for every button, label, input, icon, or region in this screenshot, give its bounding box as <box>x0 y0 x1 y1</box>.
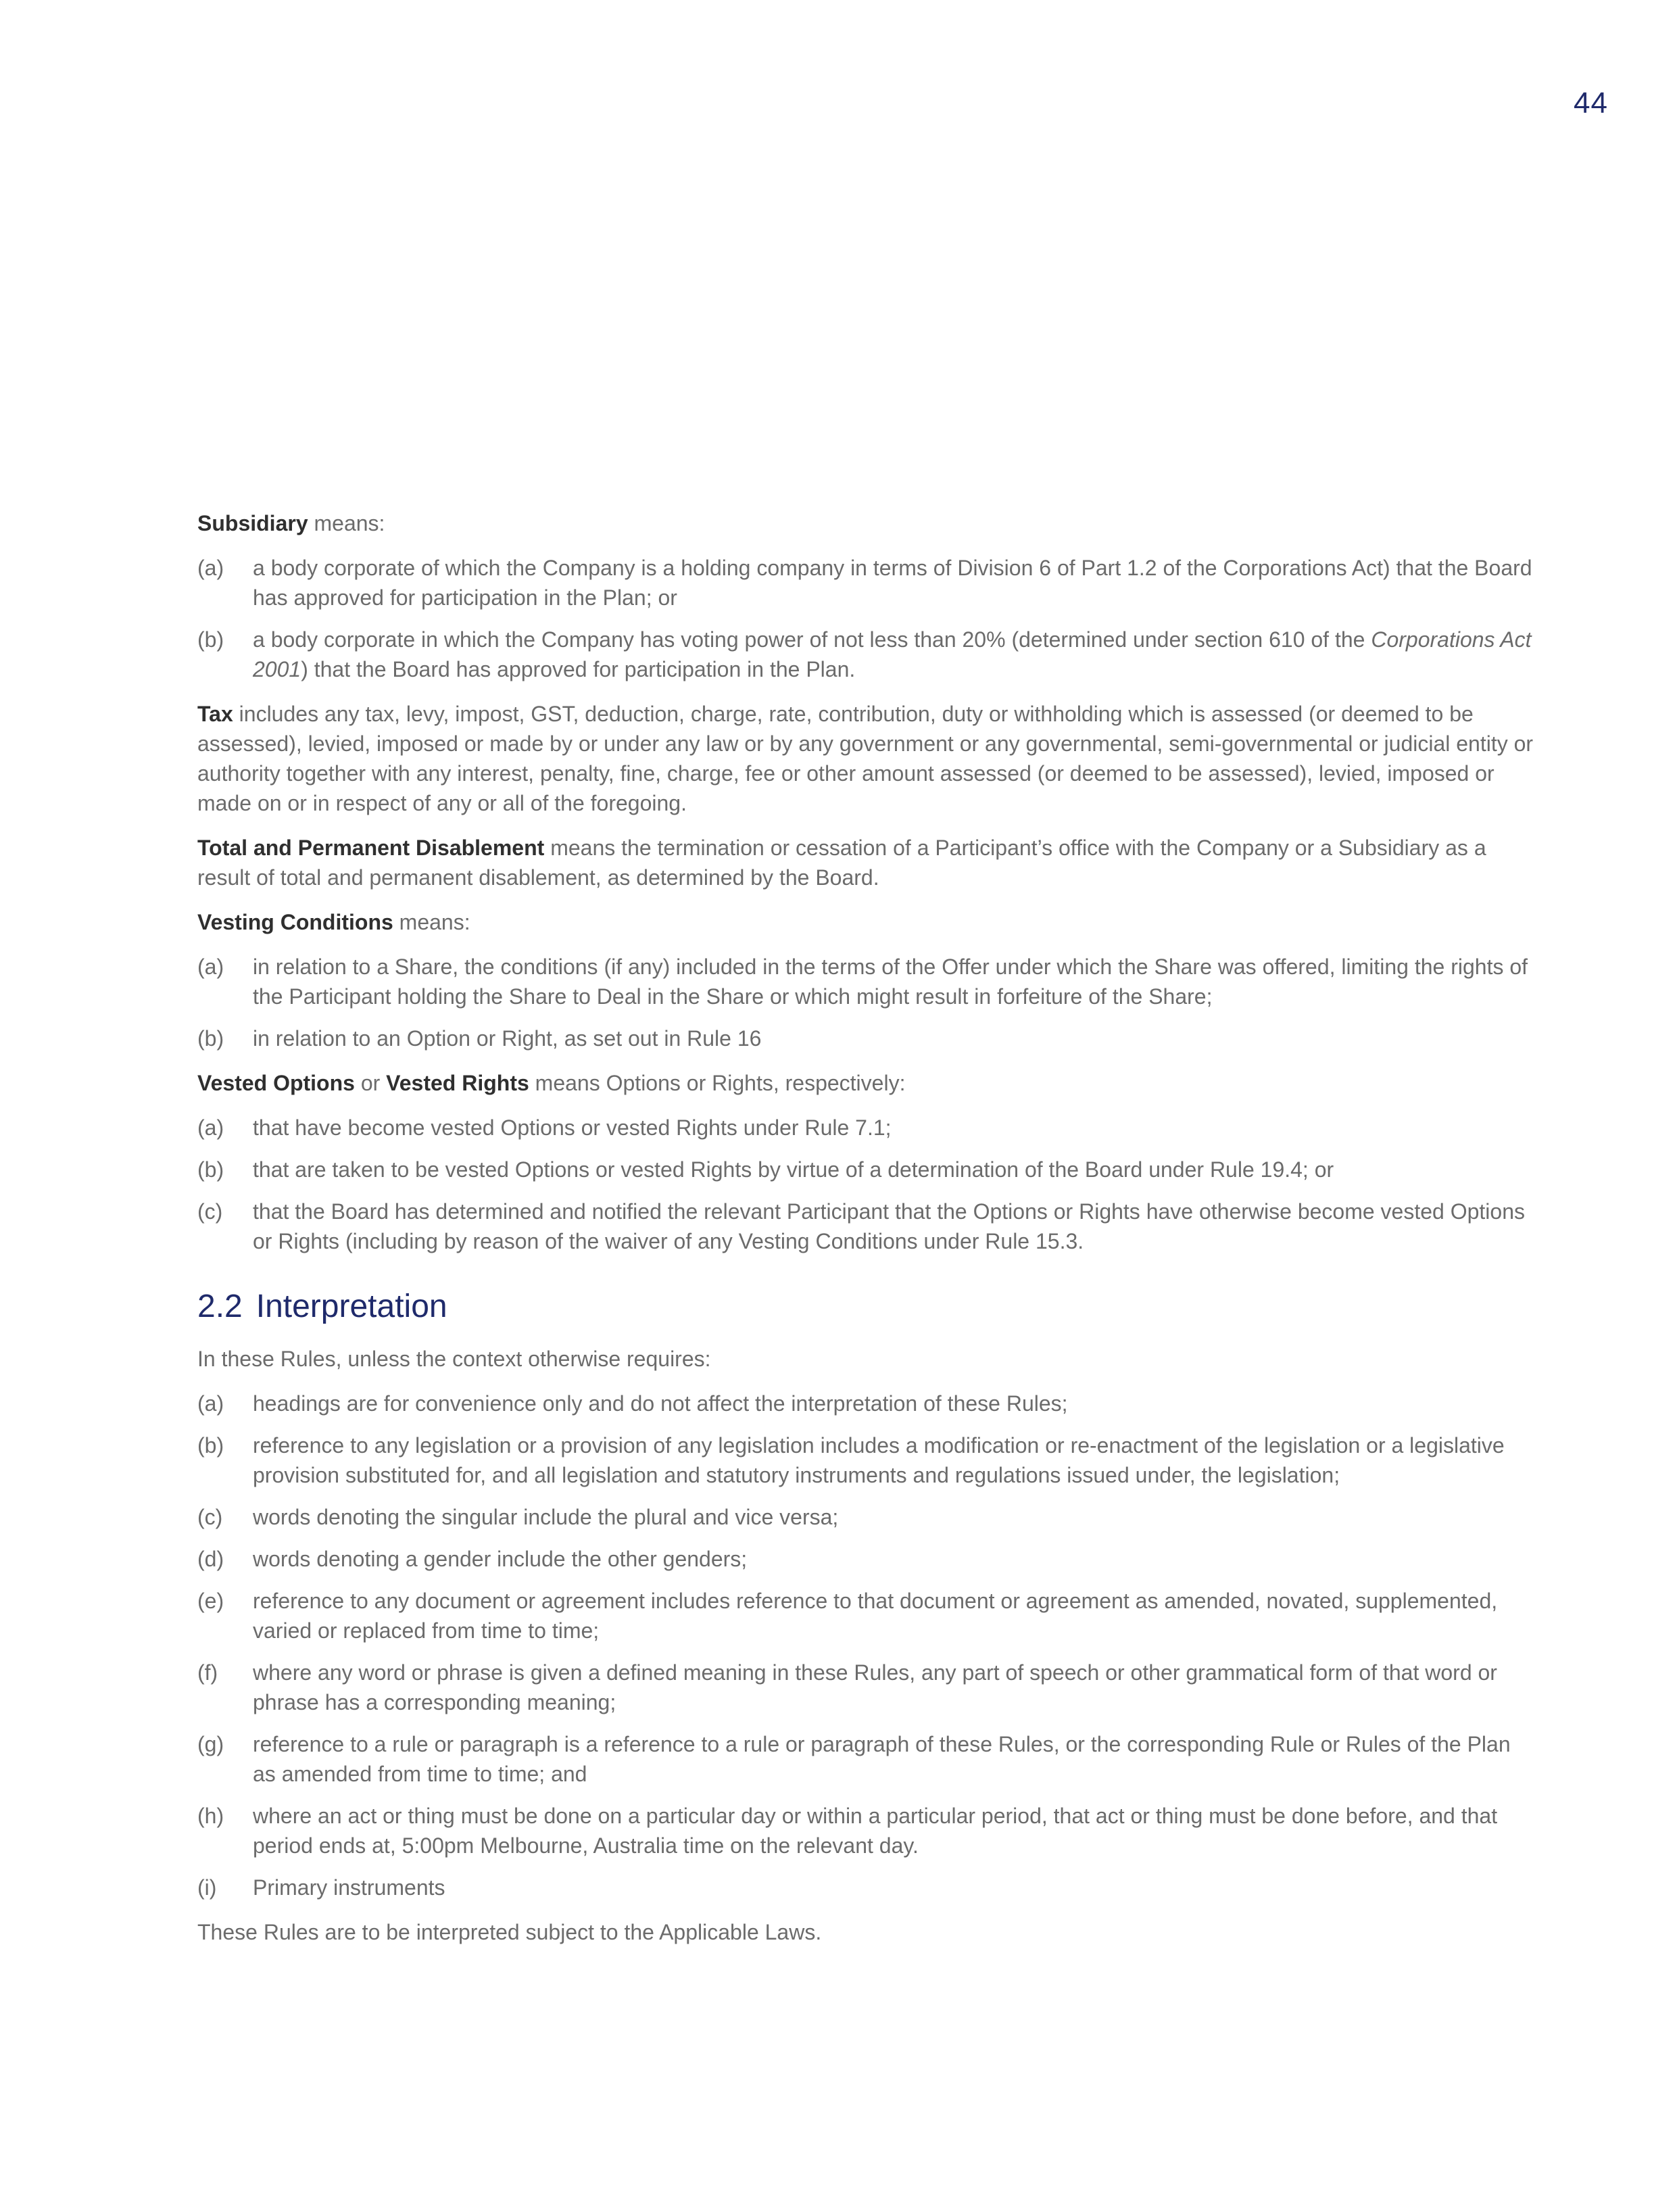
list-item <box>197 1197 1536 1256</box>
list-item-text: in relation to an Option or Right, as set out in Rule 16 <box>253 1026 762 1051</box>
list-item-text: reference to a rule or paragraph is a reference to a rule or paragraph of these Rules, or the corresponding Rule or Rules of the Plan as amended from time to time; and <box>253 1732 1511 1786</box>
list-marker: (a) <box>197 1115 224 1140</box>
list-item-text <box>253 625 1536 684</box>
list-item-text: that the Board has determined and notified the relevant Participant that the Options or Rights have otherwise become vested Options or Rights (including by reason of the waiver of any Vesting Conditions under Rule 15.3. <box>253 1199 1525 1253</box>
section-title: Interpretation <box>256 1289 447 1324</box>
interpretation-list <box>197 1389 1536 1902</box>
definition-suffix: means: <box>308 511 385 535</box>
defined-term: Subsidiary <box>197 511 308 535</box>
list-item-text: where an act or thing must be done on a particular day or within a particular period, that act or thing must be done before, and that period ends at, 5:00pm Melbourne, Australia time on the relevant day. <box>253 1804 1498 1858</box>
list-marker: (h) <box>197 1804 224 1828</box>
definition-suffix: means Options or Rights, respectively: <box>529 1071 906 1095</box>
section-heading <box>197 1287 1536 1326</box>
list-item-text: reference to any legislation or a provision of any legislation includes a modification or re-enactment of the legislation or a legislative provision substituted for, and all legislation and statutory instruments and regulations issued under, the legislation; <box>253 1433 1505 1487</box>
list-item <box>197 1155 1536 1184</box>
list-marker: (a) <box>197 1391 224 1416</box>
list-item <box>197 1544 1536 1574</box>
defined-term: Vested Options <box>197 1071 355 1095</box>
section-number: 2.2 <box>197 1289 243 1324</box>
definition-subsidiary <box>197 508 1536 538</box>
list-item-text: in relation to a Share, the conditions (if any) included in the terms of the Offer under which the Share was offered, limiting the rights of the Participant holding the Share to Deal in the Share or which might result in forfeiture of the Share; <box>253 955 1528 1009</box>
definition-tax <box>197 699 1536 818</box>
page-number: 44 <box>1574 87 1608 120</box>
list-item-text: where any word or phrase is given a defined meaning in these Rules, any part of speech or other grammatical form of that word or phrase has a corresponding meaning; <box>253 1660 1497 1714</box>
list-item <box>197 1502 1536 1532</box>
vesting-conditions-list <box>197 952 1536 1053</box>
document-body <box>197 508 1536 1962</box>
definition-text: means the termination or cessation of a Participant’s office with the Company or a Subsidiary as a result of total and permanent disablement, as determined by the Board. <box>197 836 1486 890</box>
interpretation-closing: These Rules are to be interpreted subject to the Applicable Laws. <box>197 1920 822 1944</box>
list-item <box>197 1113 1536 1143</box>
definition-text: includes any tax, levy, impost, GST, deduction, charge, rate, contribution, duty or withholding which is assessed (or deemed to be assessed), levied, imposed or made by or under any law or by any government or any governmental, semi-governmental or judicial entity or authority together with any interest, penalty, fine, charge, fee or other amount assessed (or deemed to be assessed), levied, imposed or made on or in respect of any or all of the foregoing. <box>197 702 1534 815</box>
list-item <box>197 1024 1536 1053</box>
list-item <box>197 1389 1536 1418</box>
list-marker: (i) <box>197 1875 217 1900</box>
list-item-text: words denoting a gender include the other genders; <box>253 1547 748 1571</box>
list-item-text: headings are for convenience only and do not affect the interpretation of these Rules; <box>253 1391 1068 1416</box>
definition-vesting-conditions <box>197 907 1536 937</box>
list-item <box>197 553 1536 612</box>
list-marker: (d) <box>197 1547 224 1571</box>
list-item-text: that have become vested Options or vested Rights under Rule 7.1; <box>253 1115 892 1140</box>
definition-tpd <box>197 833 1536 892</box>
vested-list <box>197 1113 1536 1256</box>
list-item-text-after: ) that the Board has approved for participation in the Plan. <box>301 657 856 681</box>
list-marker: (b) <box>197 1433 224 1458</box>
list-marker: (b) <box>197 1026 224 1051</box>
list-item <box>197 1873 1536 1902</box>
list-marker: (c) <box>197 1199 223 1224</box>
definition-suffix: means: <box>393 910 470 934</box>
defined-term: Vesting Conditions <box>197 910 393 934</box>
interpretation-intro: In these Rules, unless the context otherwise requires: <box>197 1347 711 1371</box>
list-item <box>197 952 1536 1011</box>
definition-join: or <box>354 1071 387 1095</box>
list-item-text-before: a body corporate in which the Company has voting power of not less than 20% (determined under section 610 of the <box>253 627 1371 652</box>
list-marker: (a) <box>197 556 224 580</box>
list-marker: (g) <box>197 1732 224 1756</box>
definition-vested <box>197 1068 1536 1098</box>
list-item-text: words denoting the singular include the plural and vice versa; <box>253 1505 839 1529</box>
defined-term: Tax <box>197 702 233 726</box>
list-item <box>197 1801 1536 1860</box>
list-item-text: that are taken to be vested Options or vested Rights by virtue of a determination of the Board under Rule 19.4; or <box>253 1157 1334 1182</box>
list-marker: (f) <box>197 1660 218 1685</box>
list-marker: (e) <box>197 1589 224 1613</box>
list-item <box>197 1430 1536 1490</box>
subsidiary-list <box>197 553 1536 684</box>
list-item-text: reference to any document or agreement includes reference to that document or agreement as amended, novated, supplemented, varied or replaced from time to time; <box>253 1589 1498 1643</box>
list-marker: (a) <box>197 955 224 979</box>
act-title: Corporations Act 2001 <box>253 627 1532 681</box>
defined-term: Vested Rights <box>386 1071 529 1095</box>
list-item <box>197 625 1536 684</box>
list-marker: (b) <box>197 627 224 652</box>
list-item <box>197 1586 1536 1645</box>
list-item-text: Primary instruments <box>253 1875 445 1900</box>
list-marker: (c) <box>197 1505 223 1529</box>
list-item <box>197 1658 1536 1717</box>
list-marker: (b) <box>197 1157 224 1182</box>
list-item-text: a body corporate of which the Company is a holding company in terms of Division 6 of Part 1.2 of the Corporations Act) that the Board has approved for participation in the Plan; or <box>253 556 1532 610</box>
list-item <box>197 1729 1536 1789</box>
defined-term: Total and Permanent Disablement <box>197 836 545 860</box>
